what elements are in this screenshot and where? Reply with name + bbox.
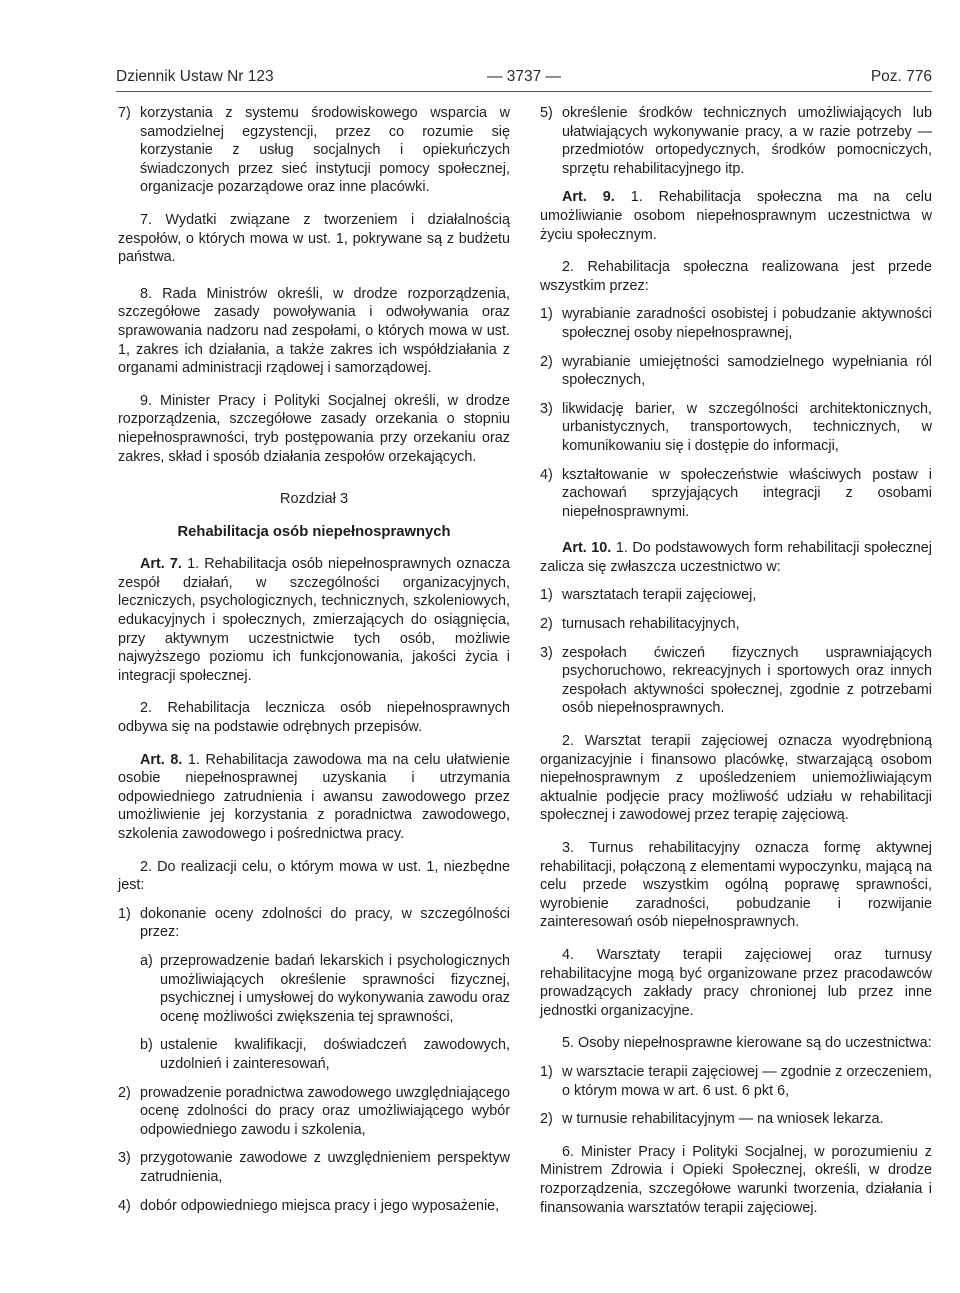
paragraph: 4. Warsztaty terapii zajęciowej oraz turnusy rehabilitacyjne mogą być organizowane przez pracodawców prowadzących zakłady pracy chronionej lub przez inne jednostki organizacyjne. [540, 946, 932, 1019]
paragraph: 9. Minister Pracy i Polityki Socjalnej określi, w drodze rozporządzenia, szczegółowe zasady orzekania o stopniu niepełnosprawności, tryb postępowania przy orzekaniu oraz zakres, skład i sposób działania zespołów orzekających. [118, 392, 510, 465]
list-item: 1) warsztatach terapii zajęciowej, [540, 587, 757, 604]
paragraph: 2. Rehabilitacja lecznicza osób niepełnosprawnych odbywa się na podstawie odrębnych przepisów. [118, 700, 510, 736]
paragraph: 2. Rehabilitacja społeczna realizowana jest przede wszystkim przez: [540, 259, 932, 294]
paragraph: 6. Minister Pracy i Polityki Socjalnej, w porozumieniu z Ministrem Zdrowia i Opieki Społecznej, określi, w drodze rozporządzenia, szczegółowe warunki tworzenia, działania i finansowania warsztatów terapii zajęciowej. [540, 1143, 932, 1216]
chapter-heading: Rozdział 3 [279, 491, 349, 508]
list-item: 3) likwidację barier, w szczególności architektonicznych, urbanistycznych, transportowych, technicznych, w komunikowaniu się i dostępie do informacji, [540, 400, 932, 454]
paragraph: 8. Rada Ministrów określi, w drodze rozporządzenia, szczegółowe zasady powoływania i odwoływania oraz sprawowania nadzoru nad zespołami, o których mowa w ust. 1, zakres ich działania, a także zakres ich współdziałania z organami administracji rządowej i samorządowej. [118, 285, 510, 377]
journal-title: Dziennik Ustaw Nr 123 [116, 68, 274, 85]
article-label: Art. 8. [140, 751, 183, 768]
list-item: 2) wyrabianie umiejętności samodzielnego wypełniania ról społecznych, [540, 353, 932, 389]
list-item: 2) prowadzenie poradnictwa zawodowego uwzględniającego ocenę zdolności do pracy oraz umożliwiającego wybór odpowiedniego zawodu i szkolenia, [118, 1084, 510, 1138]
paragraph: 2. Warsztat terapii zajęciowej oznacza wyodrębnioną organizacyjnie i finansowo placówkę, stwarzającą osobom niepełnosprawnym z upośledzeniem uniemożliwiającym aktualnie podjęcie pracy możliwość udziału w rehabilitacji społecznej i zawodowej przez terapię zajęciową. [540, 733, 932, 824]
page-number: — 3737 — [486, 68, 562, 85]
right-column [540, 104, 932, 1217]
list-item: 3) zespołach ćwiczeń fizycznych usprawniających psychoruchowo, rekreacyjnych i sportowych oraz innych zespołach aktywności społecznej, zgodnie z potrzebami osób niepełnosprawnych. [540, 644, 932, 717]
article-label: Art. 7. [140, 556, 182, 573]
article-paragraph: Art. 8. 1. Rehabilitacja zawodowa ma na celu ułatwienie osobie niepełnosprawnej uzyskania i utrzymania odpowiedniego zatrudnienia i awansu zawodowego przez umożliwienie jej korzystania z poradnictwa zawodowego, szkolenia zawodowego i pośrednictwa pracy. [118, 751, 511, 842]
article-label: Art. 9. [562, 189, 615, 206]
page-header [116, 68, 932, 90]
chapter-title: Rehabilitacja osób niepełnosprawnych [177, 523, 451, 540]
list-item: 7) korzystania z systemu środowiskowego wsparcia w samodzielnej egzystencji, przez co rozumie się korzystanie z usług socjalnych i opiekuńczych świadczonych przez sieć instytucji pomocy społecznej, organizacje pozarządowe oraz inne placówki. [118, 105, 510, 196]
list-item: 3) przygotowanie zawodowe z uwzględnieniem perspektyw zatrudnienia, [118, 1150, 510, 1185]
article-paragraph: Art. 9. 1. Rehabilitacja społeczna ma na celu umożliwianie osobom niepełnosprawnym uczestnictwa w życiu społecznym. [540, 189, 932, 243]
article-paragraph: Art. 7. 1. Rehabilitacja osób niepełnosprawnych oznacza zespół działań, w szczególności organizacyjnych, leczniczych, psychologicznych, technicznych, szkoleniowych, edukacyjnych i społecznych, zmierzających do osiągnięcia, przy aktywnym uczestnictwie tych osób, możliwie najwyższego poziomu ich funkcjonowania, jakości życia i integracji społecznej. [118, 556, 510, 684]
article-paragraph: Art. 10. 1. Do podstawowych form rehabilitacji społecznej zalicza się zwłaszcza uczestnictwo w: [540, 540, 932, 575]
list-item: 4) dobór odpowiedniego miejsca pracy i jego wyposażenie, [118, 1197, 500, 1214]
list-item: 5) określenie środków technicznych umożliwiających lub ułatwiających wykonywanie pracy, a w razie potrzeby — przedmiotów ortopedycznych, środków pomocniczych, sprzętu rehabilitacyjnego itp. [540, 105, 932, 177]
paragraph: 7. Wydatki związane z tworzeniem i działalnością zespołów, o których mowa w ust. 1, pokrywane są z budżetu państwa. [118, 211, 510, 266]
list-item: 2) turnusach rehabilitacyjnych, [540, 616, 740, 633]
list-item: 1) wyrabianie zaradności osobistej i pobudzanie aktywności społecznej osoby niepełnosprawnej, [540, 306, 932, 341]
sub-list-item: a) przeprowadzenie badań lekarskich i psychologicznych umożliwiających określenie sprawności fizycznej, psychicznej i umysłowej do wykonywania zawodu oraz ocenę możliwości zwiększenia tej sprawności, [140, 952, 510, 1025]
list-item: 1) w warsztacie terapii zajęciowej — zgodnie z orzeczeniem, o którym mowa w art. 6 ust. 6 pkt 6, [540, 1063, 932, 1099]
list-item: 2) w turnusie rehabilitacyjnym — na wniosek lekarza. [540, 1111, 884, 1128]
paragraph: 3. Turnus rehabilitacyjny oznacza formę aktywnej rehabilitacji, połączoną z elementami wypoczynku, mającą na celu przede wszystkim ogólną poprawę sprawności, wyrobienie zaradności, pobudzanie i rozwijanie zainteresowań osób niepełnosprawnych. [540, 840, 932, 931]
list-item: 4) kształtowanie w społeczeństwie właściwych postaw i zachowań sprzyjających integracji z osobami niepełnosprawnymi. [540, 466, 932, 520]
header-divider [116, 91, 932, 92]
position-number: Poz. 776 [870, 68, 932, 85]
sub-list-item: b) ustalenie kwalifikacji, doświadczeń zawodowych, uzdolnień i zainteresowań, [140, 1037, 510, 1072]
left-column [118, 104, 510, 1215]
paragraph: 5. Osoby niepełnosprawne kierowane są do uczestnictwa: [562, 1035, 932, 1052]
list-item: 1) dokonanie oceny zdolności do pracy, w szczególności przez: [118, 905, 510, 941]
paragraph: 2. Do realizacji celu, o którym mowa w ust. 1, niezbędne jest: [118, 858, 510, 894]
article-label: Art. 10. [562, 540, 612, 557]
